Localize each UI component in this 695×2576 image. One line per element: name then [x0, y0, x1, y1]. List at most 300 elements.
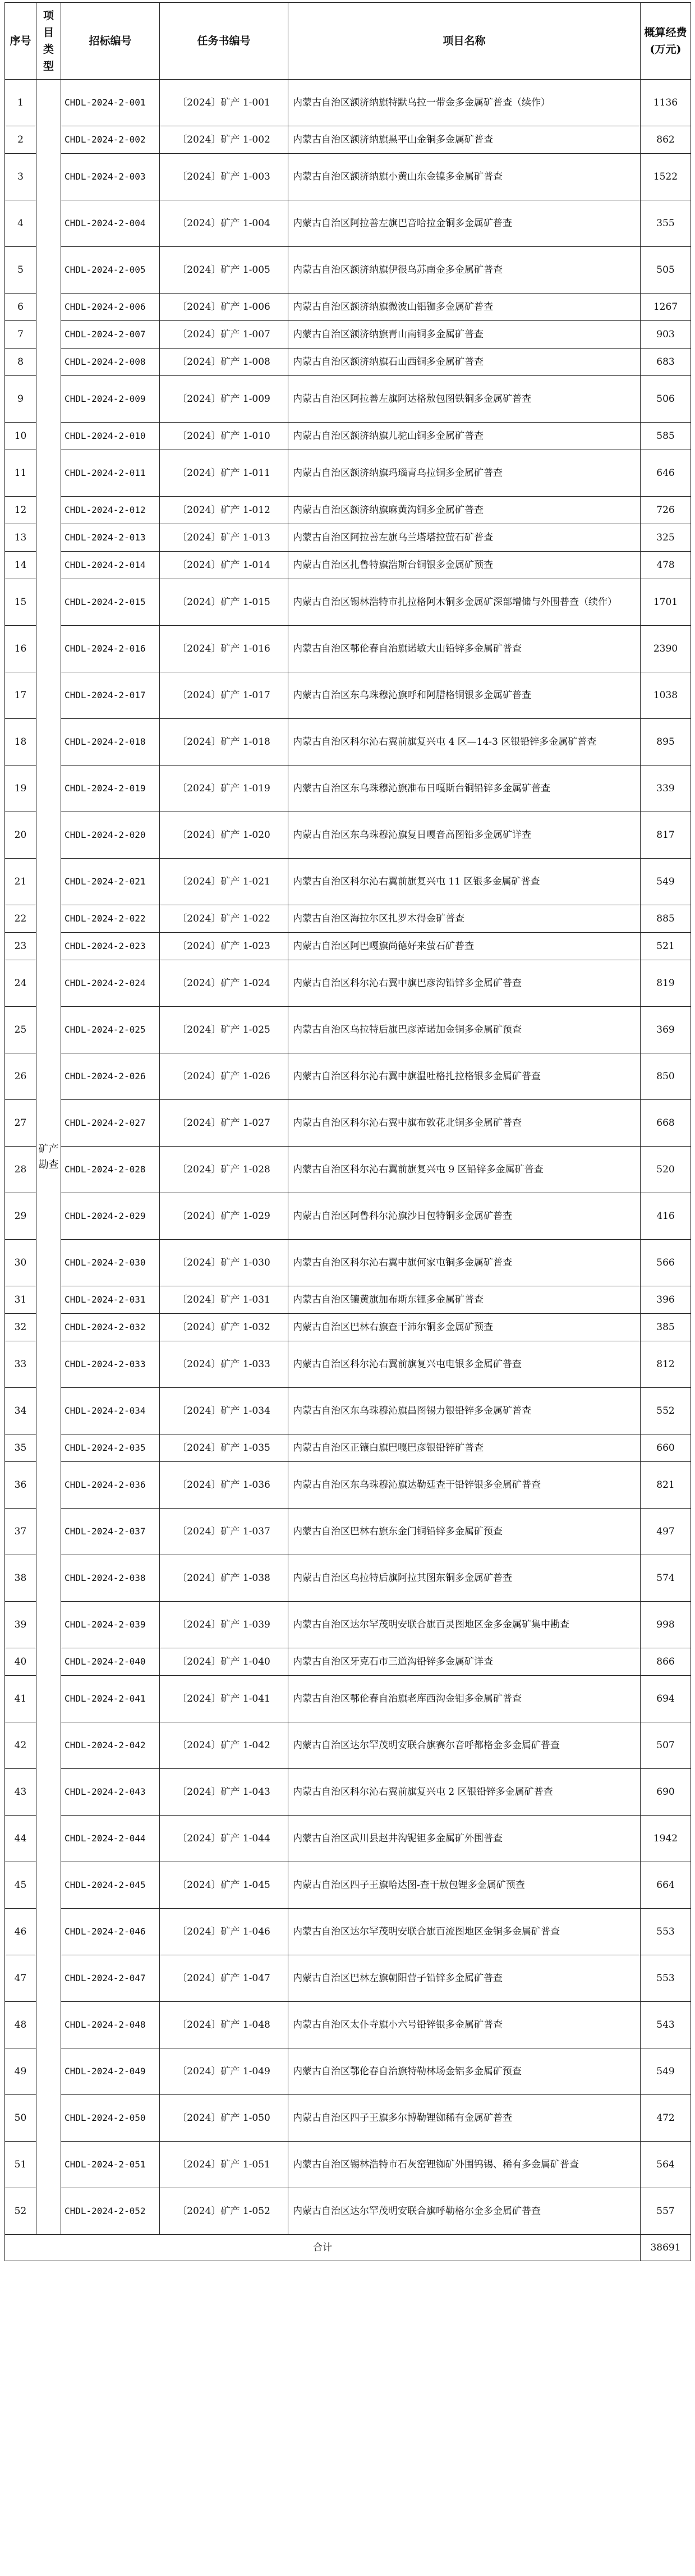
cell-project-name: 内蒙古自治区鄂伦春自治旗特勒林场金铝多金属矿预查	[288, 2048, 641, 2095]
cell-seq: 25	[5, 1007, 36, 1053]
cell-bid-number: CHDL-2024-2-023	[61, 933, 160, 960]
cell-seq: 14	[5, 552, 36, 579]
cell-project-name: 内蒙古自治区镶黄旗加布斯东锂多金属矿普查	[288, 1286, 641, 1314]
cell-seq: 38	[5, 1555, 36, 1602]
cell-project-name: 内蒙古自治区四子王旗哈达图-查干敖包锂多金属矿预查	[288, 1862, 641, 1909]
cell-budget: 866	[641, 1648, 691, 1676]
cell-task-number: 〔2024〕矿产 1-051	[160, 2142, 288, 2188]
header-bid-number: 招标编号	[61, 3, 160, 80]
cell-bid-number: CHDL-2024-2-012	[61, 497, 160, 524]
cell-task-number: 〔2024〕矿产 1-005	[160, 247, 288, 294]
cell-budget: 566	[641, 1240, 691, 1286]
table-row	[5, 1462, 691, 1509]
cell-seq: 50	[5, 2095, 36, 2142]
table-row	[5, 1676, 691, 1722]
cell-budget: 543	[641, 2002, 691, 2048]
cell-task-number: 〔2024〕矿产 1-009	[160, 376, 288, 423]
cell-bid-number: CHDL-2024-2-028	[61, 1147, 160, 1193]
cell-bid-number: CHDL-2024-2-030	[61, 1240, 160, 1286]
cell-task-number: 〔2024〕矿产 1-019	[160, 766, 288, 812]
cell-bid-number: CHDL-2024-2-016	[61, 626, 160, 672]
cell-project-name: 内蒙古自治区东乌珠穆沁旗复日嘎音高图铅多金属矿详查	[288, 812, 641, 859]
cell-seq: 6	[5, 294, 36, 321]
table-row	[5, 2142, 691, 2188]
cell-seq: 13	[5, 524, 36, 552]
cell-seq: 41	[5, 1676, 36, 1722]
cell-project-name: 内蒙古自治区东乌珠穆沁旗达勒廷查干铅锌银多金属矿普查	[288, 1462, 641, 1509]
cell-budget: 339	[641, 766, 691, 812]
table-row	[5, 812, 691, 859]
table-row	[5, 766, 691, 812]
cell-task-number: 〔2024〕矿产 1-012	[160, 497, 288, 524]
cell-bid-number: CHDL-2024-2-011	[61, 450, 160, 497]
total-label: 合计	[5, 2235, 641, 2261]
cell-project-name: 内蒙古自治区额济纳旗黑平山金铜多金属矿普查	[288, 126, 641, 154]
table-row	[5, 2095, 691, 2142]
cell-task-number: 〔2024〕矿产 1-025	[160, 1007, 288, 1053]
cell-budget: 505	[641, 247, 691, 294]
table-row	[5, 1555, 691, 1602]
cell-project-name: 内蒙古自治区东乌珠穆沁旗准布日嘎斯台铜铅锌多金属矿普查	[288, 766, 641, 812]
cell-seq: 42	[5, 1722, 36, 1769]
table-row	[5, 933, 691, 960]
table-row	[5, 626, 691, 672]
cell-project-name: 内蒙古自治区巴林左旗朝阳营子铅锌多金属矿普查	[288, 1955, 641, 2002]
cell-budget: 1038	[641, 672, 691, 719]
table-row	[5, 1722, 691, 1769]
cell-project-name: 内蒙古自治区太仆寺旗小六号铅锌银多金属矿普查	[288, 2002, 641, 2048]
cell-project-name: 内蒙古自治区四子王旗多尔博勒锂铷稀有金属矿普查	[288, 2095, 641, 2142]
cell-task-number: 〔2024〕矿产 1-049	[160, 2048, 288, 2095]
cell-bid-number: CHDL-2024-2-052	[61, 2188, 160, 2235]
cell-seq: 40	[5, 1648, 36, 1676]
cell-budget: 564	[641, 2142, 691, 2188]
table-row	[5, 497, 691, 524]
cell-bid-number: CHDL-2024-2-002	[61, 126, 160, 154]
cell-budget: 1522	[641, 154, 691, 200]
table-row	[5, 1314, 691, 1341]
cell-task-number: 〔2024〕矿产 1-046	[160, 1909, 288, 1955]
cell-bid-number: CHDL-2024-2-029	[61, 1193, 160, 1240]
cell-task-number: 〔2024〕矿产 1-044	[160, 1816, 288, 1862]
cell-budget: 325	[641, 524, 691, 552]
cell-task-number: 〔2024〕矿产 1-028	[160, 1147, 288, 1193]
cell-budget: 885	[641, 905, 691, 933]
cell-budget: 385	[641, 1314, 691, 1341]
cell-budget: 369	[641, 1007, 691, 1053]
cell-seq: 3	[5, 154, 36, 200]
header-seq: 序号	[5, 3, 36, 80]
cell-seq: 32	[5, 1314, 36, 1341]
table-row	[5, 1816, 691, 1862]
cell-task-number: 〔2024〕矿产 1-050	[160, 2095, 288, 2142]
cell-task-number: 〔2024〕矿产 1-015	[160, 579, 288, 626]
cell-seq: 37	[5, 1509, 36, 1555]
table-row	[5, 154, 691, 200]
cell-seq: 2	[5, 126, 36, 154]
cell-project-name: 内蒙古自治区牙克石市三道沟铅锌多金属矿详查	[288, 1648, 641, 1676]
cell-budget: 726	[641, 497, 691, 524]
cell-seq: 35	[5, 1434, 36, 1462]
cell-project-name: 内蒙古自治区阿拉善左旗巴音哈拉金铜多金属矿普查	[288, 200, 641, 247]
cell-task-number: 〔2024〕矿产 1-041	[160, 1676, 288, 1722]
cell-budget: 690	[641, 1769, 691, 1816]
cell-project-name: 内蒙古自治区额济纳旗麻黄沟铜多金属矿普查	[288, 497, 641, 524]
cell-seq: 36	[5, 1462, 36, 1509]
project-table	[4, 2, 691, 2261]
cell-budget: 668	[641, 1100, 691, 1147]
cell-budget: 850	[641, 1053, 691, 1100]
cell-task-number: 〔2024〕矿产 1-038	[160, 1555, 288, 1602]
table-row	[5, 1909, 691, 1955]
cell-bid-number: CHDL-2024-2-026	[61, 1053, 160, 1100]
table-row	[5, 294, 691, 321]
cell-seq: 39	[5, 1602, 36, 1648]
cell-budget: 817	[641, 812, 691, 859]
cell-project-name: 内蒙古自治区科尔沁右翼前旗复兴屯 11 区银多金属矿普查	[288, 859, 641, 905]
table-row	[5, 80, 691, 126]
cell-budget: 646	[641, 450, 691, 497]
cell-seq: 20	[5, 812, 36, 859]
cell-project-name: 内蒙古自治区东乌珠穆沁旗呼和阿腊格铜银多金属矿普查	[288, 672, 641, 719]
table-row	[5, 1648, 691, 1676]
table-row	[5, 200, 691, 247]
total-row	[5, 2235, 691, 2261]
cell-task-number: 〔2024〕矿产 1-008	[160, 349, 288, 376]
cell-budget: 664	[641, 1862, 691, 1909]
table-row	[5, 450, 691, 497]
cell-seq: 12	[5, 497, 36, 524]
cell-bid-number: CHDL-2024-2-036	[61, 1462, 160, 1509]
table-row	[5, 423, 691, 450]
cell-bid-number: CHDL-2024-2-007	[61, 321, 160, 349]
cell-task-number: 〔2024〕矿产 1-047	[160, 1955, 288, 2002]
cell-bid-number: CHDL-2024-2-005	[61, 247, 160, 294]
cell-bid-number: CHDL-2024-2-040	[61, 1648, 160, 1676]
table-row	[5, 1769, 691, 1816]
cell-budget: 819	[641, 960, 691, 1007]
total-value: 38691	[641, 2235, 691, 2261]
cell-bid-number: CHDL-2024-2-018	[61, 719, 160, 766]
cell-project-name: 内蒙古自治区东乌珠穆沁旗昌图锡力银铅锌多金属矿普查	[288, 1388, 641, 1434]
cell-budget: 521	[641, 933, 691, 960]
cell-task-number: 〔2024〕矿产 1-020	[160, 812, 288, 859]
cell-project-name: 内蒙古自治区额济纳旗石山西铜多金属矿普查	[288, 349, 641, 376]
cell-seq: 48	[5, 2002, 36, 2048]
cell-bid-number: CHDL-2024-2-049	[61, 2048, 160, 2095]
table-row	[5, 960, 691, 1007]
cell-bid-number: CHDL-2024-2-008	[61, 349, 160, 376]
cell-task-number: 〔2024〕矿产 1-006	[160, 294, 288, 321]
cell-project-name: 内蒙古自治区扎鲁特旗浩斯台铜银多金属矿预查	[288, 552, 641, 579]
table-row	[5, 376, 691, 423]
cell-task-number: 〔2024〕矿产 1-030	[160, 1240, 288, 1286]
cell-seq: 49	[5, 2048, 36, 2095]
cell-budget: 1136	[641, 80, 691, 126]
cell-bid-number: CHDL-2024-2-037	[61, 1509, 160, 1555]
cell-task-number: 〔2024〕矿产 1-016	[160, 626, 288, 672]
cell-seq: 34	[5, 1388, 36, 1434]
cell-bid-number: CHDL-2024-2-024	[61, 960, 160, 1007]
cell-budget: 416	[641, 1193, 691, 1240]
cell-project-type: 矿产勘查	[36, 80, 61, 2235]
cell-task-number: 〔2024〕矿产 1-034	[160, 1388, 288, 1434]
cell-bid-number: CHDL-2024-2-035	[61, 1434, 160, 1462]
table-row	[5, 672, 691, 719]
cell-bid-number: CHDL-2024-2-051	[61, 2142, 160, 2188]
cell-budget: 552	[641, 1388, 691, 1434]
cell-task-number: 〔2024〕矿产 1-021	[160, 859, 288, 905]
cell-bid-number: CHDL-2024-2-003	[61, 154, 160, 200]
cell-project-name: 内蒙古自治区科尔沁右翼前旗复兴屯电银多金属矿普查	[288, 1341, 641, 1388]
cell-budget: 549	[641, 859, 691, 905]
cell-project-name: 内蒙古自治区额济纳旗特默乌拉一带金多金属矿普查（续作）	[288, 80, 641, 126]
header-project-name: 项目名称	[288, 3, 641, 80]
cell-task-number: 〔2024〕矿产 1-052	[160, 2188, 288, 2235]
table-row	[5, 1509, 691, 1555]
cell-project-name: 内蒙古自治区阿巴嘎旗尚德好来萤石矿普查	[288, 933, 641, 960]
cell-seq: 43	[5, 1769, 36, 1816]
table-row	[5, 126, 691, 154]
cell-budget: 574	[641, 1555, 691, 1602]
table-row	[5, 1955, 691, 2002]
cell-seq: 26	[5, 1053, 36, 1100]
cell-bid-number: CHDL-2024-2-034	[61, 1388, 160, 1434]
cell-bid-number: CHDL-2024-2-025	[61, 1007, 160, 1053]
cell-seq: 52	[5, 2188, 36, 2235]
cell-bid-number: CHDL-2024-2-041	[61, 1676, 160, 1722]
cell-task-number: 〔2024〕矿产 1-036	[160, 1462, 288, 1509]
cell-bid-number: CHDL-2024-2-046	[61, 1909, 160, 1955]
cell-bid-number: CHDL-2024-2-013	[61, 524, 160, 552]
cell-task-number: 〔2024〕矿产 1-031	[160, 1286, 288, 1314]
cell-project-name: 内蒙古自治区锡林浩特市扎拉格阿木铜多金属矿深部增储与外围普查（续作）	[288, 579, 641, 626]
cell-seq: 15	[5, 579, 36, 626]
cell-task-number: 〔2024〕矿产 1-035	[160, 1434, 288, 1462]
table-row	[5, 1100, 691, 1147]
cell-bid-number: CHDL-2024-2-033	[61, 1341, 160, 1388]
cell-budget: 553	[641, 1955, 691, 2002]
cell-project-name: 内蒙古自治区阿拉善左旗乌兰塔塔拉萤石矿普查	[288, 524, 641, 552]
cell-budget: 507	[641, 1722, 691, 1769]
header-task-number: 任务书编号	[160, 3, 288, 80]
cell-seq: 45	[5, 1862, 36, 1909]
cell-bid-number: CHDL-2024-2-022	[61, 905, 160, 933]
cell-project-name: 内蒙古自治区额济纳旗儿驼山铜多金属矿普查	[288, 423, 641, 450]
table-row	[5, 1193, 691, 1240]
cell-budget: 683	[641, 349, 691, 376]
cell-budget: 497	[641, 1509, 691, 1555]
cell-task-number: 〔2024〕矿产 1-007	[160, 321, 288, 349]
cell-budget: 396	[641, 1286, 691, 1314]
cell-seq: 27	[5, 1100, 36, 1147]
cell-task-number: 〔2024〕矿产 1-039	[160, 1602, 288, 1648]
table-row	[5, 1434, 691, 1462]
cell-project-name: 内蒙古自治区武川县赵井沟铌钽多金属矿外围普查	[288, 1816, 641, 1862]
cell-project-name: 内蒙古自治区鄂伦春自治旗诺敏大山铅锌多金属矿普查	[288, 626, 641, 672]
cell-bid-number: CHDL-2024-2-001	[61, 80, 160, 126]
cell-bid-number: CHDL-2024-2-039	[61, 1602, 160, 1648]
cell-bid-number: CHDL-2024-2-027	[61, 1100, 160, 1147]
cell-task-number: 〔2024〕矿产 1-017	[160, 672, 288, 719]
cell-task-number: 〔2024〕矿产 1-032	[160, 1314, 288, 1341]
cell-budget: 585	[641, 423, 691, 450]
header-budget: 概算经费(万元)	[641, 3, 691, 80]
cell-seq: 21	[5, 859, 36, 905]
cell-budget: 694	[641, 1676, 691, 1722]
cell-task-number: 〔2024〕矿产 1-033	[160, 1341, 288, 1388]
cell-project-name: 内蒙古自治区巴林右旗东金门铜铅锌多金属矿预查	[288, 1509, 641, 1555]
cell-seq: 46	[5, 1909, 36, 1955]
cell-seq: 8	[5, 349, 36, 376]
cell-bid-number: CHDL-2024-2-048	[61, 2002, 160, 2048]
cell-bid-number: CHDL-2024-2-006	[61, 294, 160, 321]
cell-seq: 11	[5, 450, 36, 497]
cell-budget: 506	[641, 376, 691, 423]
cell-project-name: 内蒙古自治区科尔沁右翼前旗复兴屯 4 区—14-3 区银铅锌多金属矿普查	[288, 719, 641, 766]
cell-project-name: 内蒙古自治区达尔罕茂明安联合旗呼勒格尔金多金属矿普查	[288, 2188, 641, 2235]
table-row	[5, 1007, 691, 1053]
cell-budget: 660	[641, 1434, 691, 1462]
cell-budget: 812	[641, 1341, 691, 1388]
cell-project-name: 内蒙古自治区科尔沁右翼中旗何家屯铜多金属矿普查	[288, 1240, 641, 1286]
cell-seq: 29	[5, 1193, 36, 1240]
cell-task-number: 〔2024〕矿产 1-010	[160, 423, 288, 450]
table-row	[5, 524, 691, 552]
cell-project-name: 内蒙古自治区鄂伦春自治旗老库西沟金钼多金属矿普查	[288, 1676, 641, 1722]
cell-seq: 31	[5, 1286, 36, 1314]
cell-budget: 2390	[641, 626, 691, 672]
cell-task-number: 〔2024〕矿产 1-014	[160, 552, 288, 579]
cell-seq: 7	[5, 321, 36, 349]
cell-task-number: 〔2024〕矿产 1-027	[160, 1100, 288, 1147]
cell-seq: 16	[5, 626, 36, 672]
cell-budget: 553	[641, 1909, 691, 1955]
table-row	[5, 247, 691, 294]
cell-bid-number: CHDL-2024-2-020	[61, 812, 160, 859]
table-row	[5, 2048, 691, 2095]
cell-budget: 1267	[641, 294, 691, 321]
table-row	[5, 719, 691, 766]
header-type: 项目类型	[36, 3, 61, 80]
cell-bid-number: CHDL-2024-2-038	[61, 1555, 160, 1602]
cell-task-number: 〔2024〕矿产 1-026	[160, 1053, 288, 1100]
cell-seq: 18	[5, 719, 36, 766]
cell-seq: 47	[5, 1955, 36, 2002]
cell-seq: 33	[5, 1341, 36, 1388]
cell-task-number: 〔2024〕矿产 1-045	[160, 1862, 288, 1909]
table-row	[5, 859, 691, 905]
table-row	[5, 1286, 691, 1314]
cell-seq: 5	[5, 247, 36, 294]
cell-seq: 10	[5, 423, 36, 450]
cell-task-number: 〔2024〕矿产 1-037	[160, 1509, 288, 1555]
cell-project-name: 内蒙古自治区乌拉特后旗巴彦淖诺加金铜多金属矿预查	[288, 1007, 641, 1053]
cell-project-name: 内蒙古自治区达尔罕茂明安联合旗百灵图地区金多金属矿集中勘查	[288, 1602, 641, 1648]
table-row	[5, 1147, 691, 1193]
cell-bid-number: CHDL-2024-2-009	[61, 376, 160, 423]
cell-task-number: 〔2024〕矿产 1-011	[160, 450, 288, 497]
cell-task-number: 〔2024〕矿产 1-003	[160, 154, 288, 200]
table-row	[5, 905, 691, 933]
cell-project-name: 内蒙古自治区巴林右旗查干沛尔铜多金属矿预查	[288, 1314, 641, 1341]
table-row	[5, 552, 691, 579]
cell-project-name: 内蒙古自治区阿拉善左旗阿达格敖包图铁铜多金属矿普查	[288, 376, 641, 423]
cell-seq: 28	[5, 1147, 36, 1193]
cell-task-number: 〔2024〕矿产 1-043	[160, 1769, 288, 1816]
cell-seq: 51	[5, 2142, 36, 2188]
cell-bid-number: CHDL-2024-2-045	[61, 1862, 160, 1909]
table-row	[5, 1602, 691, 1648]
cell-budget: 1701	[641, 579, 691, 626]
cell-project-name: 内蒙古自治区额济纳旗青山南铜多金属矿普查	[288, 321, 641, 349]
cell-bid-number: CHDL-2024-2-019	[61, 766, 160, 812]
cell-budget: 557	[641, 2188, 691, 2235]
cell-project-name: 内蒙古自治区阿鲁科尔沁旗沙日包特铜多金属矿普查	[288, 1193, 641, 1240]
project-table-sheet	[4, 2, 691, 2261]
table-row	[5, 1240, 691, 1286]
cell-project-name: 内蒙古自治区额济纳旗微波山铝铷多金属矿普查	[288, 294, 641, 321]
cell-bid-number: CHDL-2024-2-010	[61, 423, 160, 450]
cell-task-number: 〔2024〕矿产 1-048	[160, 2002, 288, 2048]
cell-seq: 19	[5, 766, 36, 812]
cell-task-number: 〔2024〕矿产 1-018	[160, 719, 288, 766]
cell-bid-number: CHDL-2024-2-050	[61, 2095, 160, 2142]
table-row	[5, 349, 691, 376]
cell-project-name: 内蒙古自治区额济纳旗玛瑙青乌拉铜多金属矿普查	[288, 450, 641, 497]
cell-project-name: 内蒙古自治区科尔沁右翼中旗温吐格扎拉格银多金属矿普查	[288, 1053, 641, 1100]
cell-seq: 1	[5, 80, 36, 126]
cell-project-name: 内蒙古自治区科尔沁右翼中旗布敦花北铜多金属矿普查	[288, 1100, 641, 1147]
cell-seq: 22	[5, 905, 36, 933]
cell-budget: 472	[641, 2095, 691, 2142]
cell-budget: 821	[641, 1462, 691, 1509]
cell-seq: 30	[5, 1240, 36, 1286]
cell-seq: 24	[5, 960, 36, 1007]
table-row	[5, 1341, 691, 1388]
cell-budget: 998	[641, 1602, 691, 1648]
cell-budget: 355	[641, 200, 691, 247]
cell-seq: 17	[5, 672, 36, 719]
cell-project-name: 内蒙古自治区科尔沁右翼前旗复兴屯 9 区铅锌多金属矿普查	[288, 1147, 641, 1193]
cell-task-number: 〔2024〕矿产 1-004	[160, 200, 288, 247]
cell-project-name: 内蒙古自治区乌拉特后旗阿拉其图东铜多金属矿普查	[288, 1555, 641, 1602]
cell-bid-number: CHDL-2024-2-015	[61, 579, 160, 626]
cell-seq: 23	[5, 933, 36, 960]
cell-project-name: 内蒙古自治区正镶白旗巴嘎巴彦银铅锌矿普查	[288, 1434, 641, 1462]
cell-budget: 903	[641, 321, 691, 349]
cell-project-name: 内蒙古自治区额济纳旗伊很乌苏南金多金属矿普查	[288, 247, 641, 294]
table-row	[5, 2002, 691, 2048]
cell-bid-number: CHDL-2024-2-042	[61, 1722, 160, 1769]
table-row	[5, 1388, 691, 1434]
cell-project-name: 内蒙古自治区达尔罕茂明安联合旗赛尔音呼都格金多金属矿普查	[288, 1722, 641, 1769]
cell-task-number: 〔2024〕矿产 1-001	[160, 80, 288, 126]
cell-bid-number: CHDL-2024-2-047	[61, 1955, 160, 2002]
cell-bid-number: CHDL-2024-2-031	[61, 1286, 160, 1314]
cell-seq: 4	[5, 200, 36, 247]
table-row	[5, 1862, 691, 1909]
cell-project-name: 内蒙古自治区科尔沁右翼中旗巴彦沟铅锌多金属矿普查	[288, 960, 641, 1007]
table-row	[5, 321, 691, 349]
cell-project-name: 内蒙古自治区锡林浩特市石灰窑锂铷矿外围钨锡、稀有多金属矿普查	[288, 2142, 641, 2188]
table-row	[5, 2188, 691, 2235]
cell-task-number: 〔2024〕矿产 1-022	[160, 905, 288, 933]
cell-budget: 520	[641, 1147, 691, 1193]
table-body	[5, 80, 691, 2261]
cell-task-number: 〔2024〕矿产 1-002	[160, 126, 288, 154]
cell-project-name: 内蒙古自治区科尔沁右翼前旗复兴屯 2 区银铅锌多金属矿普查	[288, 1769, 641, 1816]
